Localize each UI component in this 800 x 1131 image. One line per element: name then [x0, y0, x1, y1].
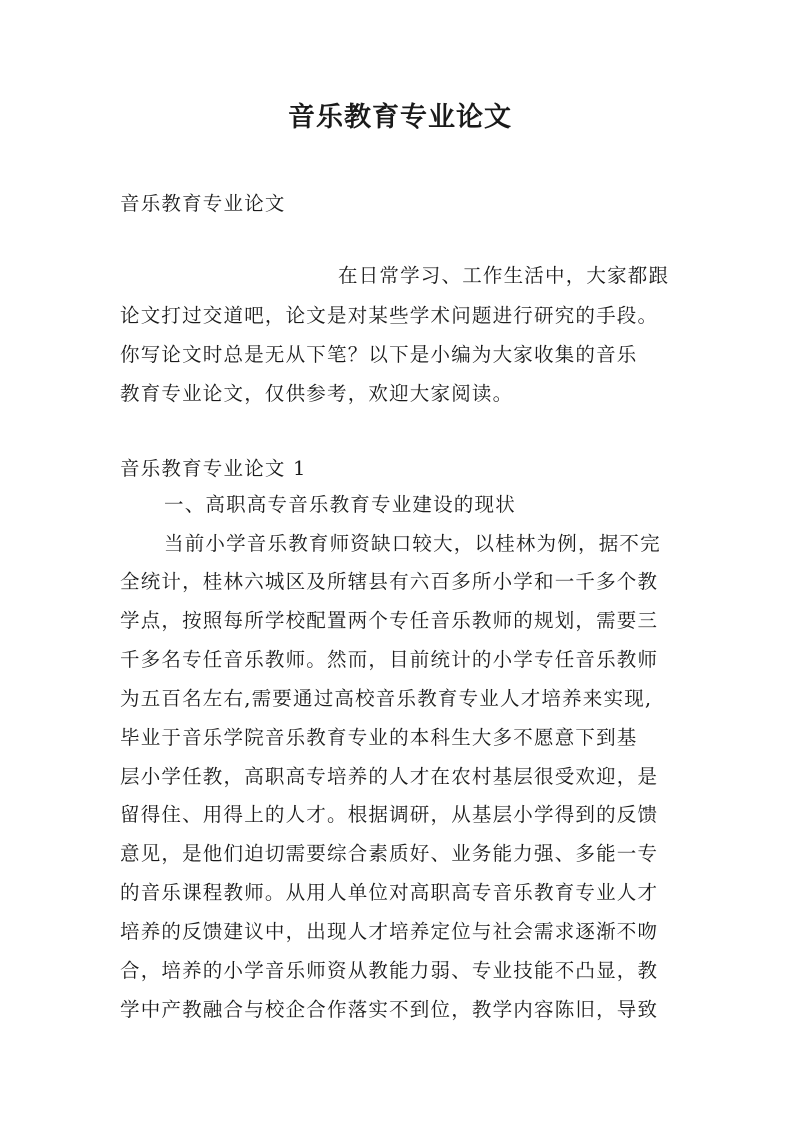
body-line: 意见，是他们迫切需要综合素质好、业务能力强、多能一专: [120, 842, 659, 865]
body-line: 全统计，桂林六城区及所辖县有六百多所小学和一千多个教: [120, 570, 659, 593]
body-line: 毕业于音乐学院音乐教育专业的本科生大多不愿意下到基: [120, 726, 638, 749]
intro-line: 教育专业论文，仅供参考，欢迎大家阅读。: [120, 382, 514, 405]
body-line: 学中产教融合与校企合作落实不到位，教学内容陈旧，导致: [120, 998, 659, 1021]
intro-line: 在日常学习、工作生活中，大家都跟: [338, 264, 670, 287]
body-line: 当前小学音乐教育师资缺口较大，以桂林为例，据不完: [164, 532, 661, 555]
document-subtitle: 音乐教育专业论文: [120, 192, 286, 215]
intro-line: 论文打过交道吧，论文是对某些学术问题进行研究的手段。: [120, 304, 659, 327]
section-heading: 音乐教育专业论文 1: [120, 457, 307, 480]
subsection-heading: 一、高职高专音乐教育专业建设的现状: [164, 493, 516, 516]
body-line: 培养的反馈建议中，出现人才培养定位与社会需求逐渐不吻: [120, 920, 659, 943]
body-line: 合，培养的小学音乐师资从教能力弱、专业技能不凸显，教: [120, 959, 659, 982]
intro-line: 你写论文时总是无从下笔？以下是小编为大家收集的音乐: [120, 343, 638, 366]
body-line: 为五百名左右,需要通过高校音乐教育专业人才培养来实现,: [120, 687, 653, 710]
body-line: 层小学任教，高职高专培养的人才在农村基层很受欢迎，是: [120, 765, 659, 788]
body-line: 留得住、用得上的人才。根据调研，从基层小学得到的反馈: [120, 803, 659, 826]
body-line: 的音乐课程教师。从用人单位对高职高专音乐教育专业人才: [120, 881, 659, 904]
body-line: 千多名专任音乐教师。然而，目前统计的小学专任音乐教师: [120, 648, 659, 671]
body-line: 学点，按照每所学校配置两个专任音乐教师的规划，需要三: [120, 609, 659, 632]
document-title: 音乐教育专业论文: [288, 102, 512, 133]
